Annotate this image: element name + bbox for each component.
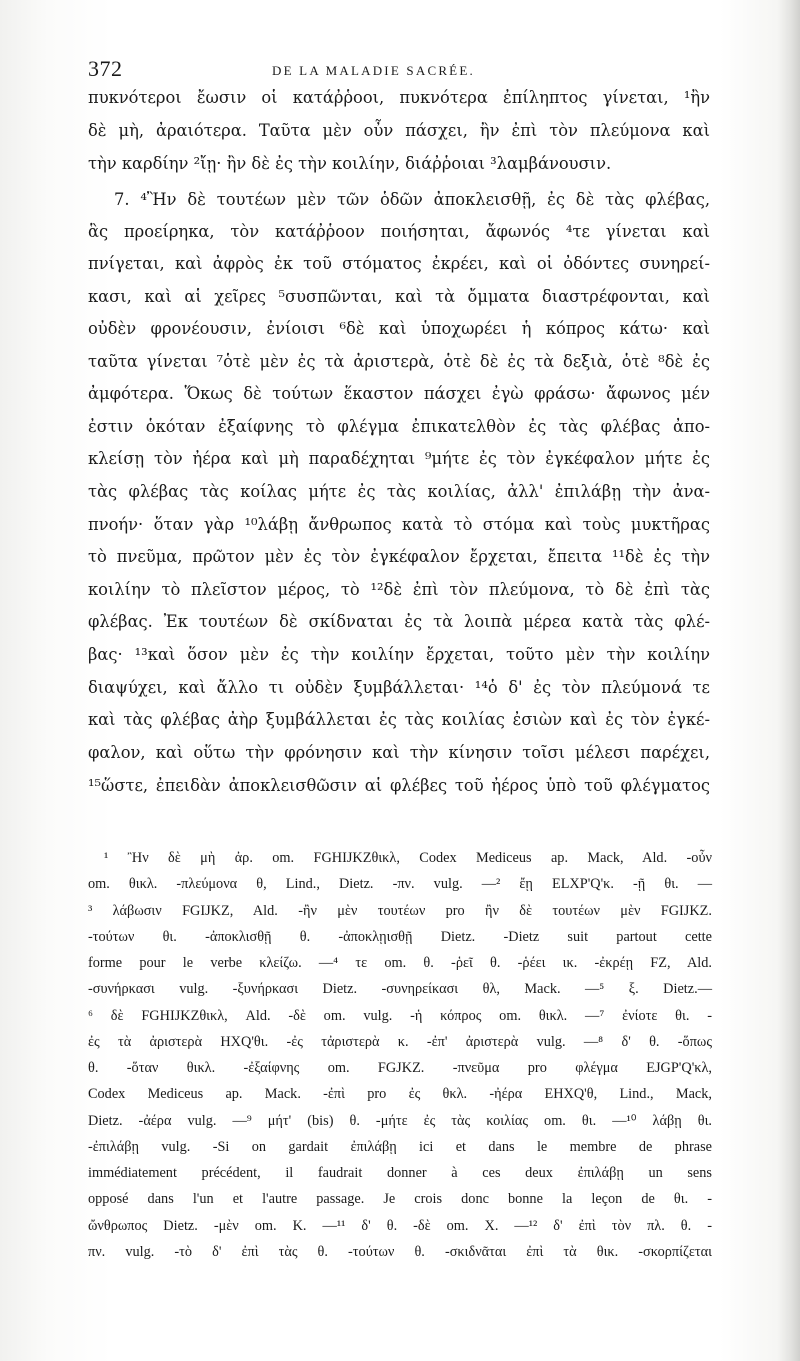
text-line: ἀμφότερα. Ὅκως δὲ τούτων ἕκαστον πάσχει ἐγὼ φράσω· ἄφωνος μέν: [88, 384, 710, 403]
text-line: ¹⁵ὥστε, ἐπειδὰν ἀποκλεισθῶσιν αἱ φλέβες τοῦ ἠέρος ὑπὸ τοῦ φλέγματος: [88, 776, 710, 795]
footnote-line: -συνήρκασι vulg. -ξυνήρκασι Dietz. -συνηρείκασι θλ, Mack. —⁵ ξ. Dietz.—: [88, 981, 712, 997]
text-line: πνίγεται, καὶ ἀφρὸς ἐκ τοῦ στόματος ἐκρέει, καὶ οἱ ὀδόντες συνηρεί-: [88, 254, 710, 273]
text-line: φαλον, καὶ οὕτω τὴν φρόνησιν καὶ τὴν κίνησιν τοῖσι μέλεσι παρέχει,: [88, 743, 710, 762]
text-line: ἐστιν ὁκόταν ἐξαίφνης τὸ φλέγμα ἐπικατελθὸν ἐς τὰς φλέβας ἀπο-: [88, 417, 710, 436]
page-number: 372: [88, 56, 123, 81]
footnote-line: ¹ Ἢν δὲ μὴ ἀρ. om. FGHIJKZθικλ, Codex Mediceus ap. Mack, Ald. -οὖν: [104, 850, 712, 866]
text-line: κλείσῃ τὸν ἠέρα καὶ μὴ παραδέχηται ⁹μήτε ἐς τὸν ἐγκέφαλον μήτε ἐς: [88, 449, 710, 468]
footnote-line: -τούτων θι. -ἀποκλισθῇ θ. -ἀποκλῃισθῇ Dietz. -Dietz suit partout cette: [88, 929, 712, 945]
section-7-first-line: 7. ⁴Ἢν δὲ τουτέων μὲν τῶν ὁδῶν ἀποκλεισθῇ, ἐς δὲ τὰς φλέβας,: [114, 190, 710, 209]
footnote-line: om. θικλ. -πλεύμονα θ, Lind., Dietz. -πν. vulg. —² ἔῃ ELXP'Q'κ. -ῇ θι. —: [88, 876, 712, 892]
footnote-line: opposé dans l'un et l'autre passage. Je crois donc bonne la leçon de θι. -: [88, 1191, 712, 1207]
text-line: οὐδὲν φρονέουσιν, ἐνίοισι ⁶δὲ καὶ ὑποχωρέει ἡ κόπρος κάτω· καὶ: [88, 319, 710, 338]
text-line: τὰς φλέβας τὰς κοίλας μήτε ἐς τὰς κοιλίας, ἀλλ' ἐπιλάβῃ τὴν ἀνα-: [88, 482, 710, 501]
footnote-line: θ. -ὅταν θικλ. -ἐξαίφνης om. FGJKZ. -πνεῦμα pro φλέγμα EJGP'Q'κλ,: [88, 1060, 712, 1076]
text-line: βας· ¹³καὶ ὅσον μὲν ἐς τὴν κοιλίην ἔρχεται, τοῦτο μὲν τὴν κοιλίην: [88, 645, 710, 664]
footnote-line: -ἐπιλάβῃ vulg. -Si on gardait ἐπιλάβῃ ici et dans le membre de phrase: [88, 1139, 712, 1155]
text-line: δὲ μὴ, ἀραιότερα. Ταῦτα μὲν οὖν πάσχει, ἢν ἐπὶ τὸν πλεύμονα καὶ: [88, 121, 710, 140]
footnote-line: forme pour le verbe κλείζω. —⁴ τε om. θ. -ῥεῖ θ. -ῥέει ικ. -ἐκρέῃ FZ, Ald.: [88, 955, 712, 971]
footnote-line: ⁶ δὲ FGHIJKZθικλ, Ald. -δὲ om. vulg. -ἡ κόπρος om. θικλ. —⁷ ἐνίοτε θι. -: [88, 1008, 712, 1024]
page-gutter-shadow: [778, 0, 800, 1361]
footnote-line: Dietz. -ἀέρα vulg. —⁹ μήτ' (bis) θ. -μήτε ἐς τὰς κοιλίας om. θι. —¹⁰ λάβῃ θι.: [88, 1113, 712, 1129]
footnote-line: immédiatement précédent, il faudrait donner à ces deux ἐπιλάβῃ un sens: [88, 1165, 712, 1181]
text-line: διαψύχει, καὶ ἄλλο τι οὐδὲν ξυμβάλλεται· ¹⁴ὁ δ' ἐς τὸν πλεύμονά τε: [88, 678, 710, 697]
footnote-line: ὤνθρωπος Dietz. -μὲν om. K. —¹¹ δ' θ. -δὲ om. X. —¹² δ' ἐπὶ τὸν πλ. θ. -: [88, 1218, 712, 1234]
footnote-line: πν. vulg. -τὸ δ' ἐπὶ τὰς θ. -τούτων θ. -σκιδνᾶται ἐπὶ τὰ θικ. -σκορπίζεται: [88, 1244, 712, 1260]
text-line: κοιλίην τὸ πλεῖστον μέρος, τὸ ¹²δὲ ἐπὶ τὸν πλεύμονα, τὸ δὲ ἐπὶ τὰς: [88, 580, 710, 599]
text-line: κασι, καὶ αἱ χεῖρες ⁵συσπῶνται, καὶ τὰ ὄμματα διαστρέφονται, καὶ: [88, 287, 710, 306]
text-line: τὴν καρδίην ²ἴῃ· ἢν δὲ ἐς τὴν κοιλίην, διάῤῥοιαι ³λαμβάνουσιν.: [88, 154, 612, 173]
footnote-line: ³ λάβωσιν FGIJKZ, Ald. -ἢν μὲν τουτέων pro ἢν δὲ τουτέων μὲν FGIJKZ.: [88, 903, 712, 919]
text-line: ταῦτα γίνεται ⁷ὁτὲ μὲν ἐς τὰ ἀριστερὰ, ὁτὲ δὲ ἐς τὰ δεξιὰ, ὁτὲ ⁸δὲ ἐς: [88, 352, 710, 371]
page-header: [88, 56, 718, 86]
footnote-line: ἐς τὰ ἀριστερὰ HXQ'θι. -ἐς τἀριστερὰ κ. -ἐπ' ἀριστερὰ vulg. —⁸ δ' θ. -ὅπως: [88, 1034, 712, 1050]
text-line: καὶ τὰς φλέβας ἀὴρ ξυμβάλλεται ἐς τὰς κοιλίας ἐσιὼν καὶ ἐς τὸν ἐγκέ-: [88, 710, 710, 729]
text-line: φλέβας. Ἐκ τουτέων δὲ σκίδναται ἐς τὰ λοιπὰ μέρεα κατὰ τὰς φλέ-: [88, 612, 710, 631]
footnote-line: Codex Mediceus ap. Mack. -ἐπὶ pro ἐς θκλ. -ἠέρα EHXQ'θ, Lind., Mack,: [88, 1086, 712, 1102]
text-line: ἃς προείρηκα, τὸν κατάῤῥοον ποιήσηται, ἄφωνός ⁴τε γίνεται καὶ: [88, 222, 710, 241]
text-line: τὸ πνεῦμα, πρῶτον μὲν ἐς τὸν ἐγκέφαλον ἔρχεται, ἔπειτα ¹¹δὲ ἐς τὴν: [88, 547, 710, 566]
running-head: DE LA MALADIE SACRÉE.: [272, 63, 475, 78]
text-line: πνοήν· ὅταν γὰρ ¹⁰λάβῃ ἄνθρωπος κατὰ τὸ στόμα καὶ τοὺς μυκτῆρας: [88, 515, 710, 534]
text-line: πυκνότεροι ἔωσιν οἱ κατάῤῥοοι, πυκνότερα ἐπίληπτος γίνεται, ¹ἢν: [88, 88, 710, 107]
